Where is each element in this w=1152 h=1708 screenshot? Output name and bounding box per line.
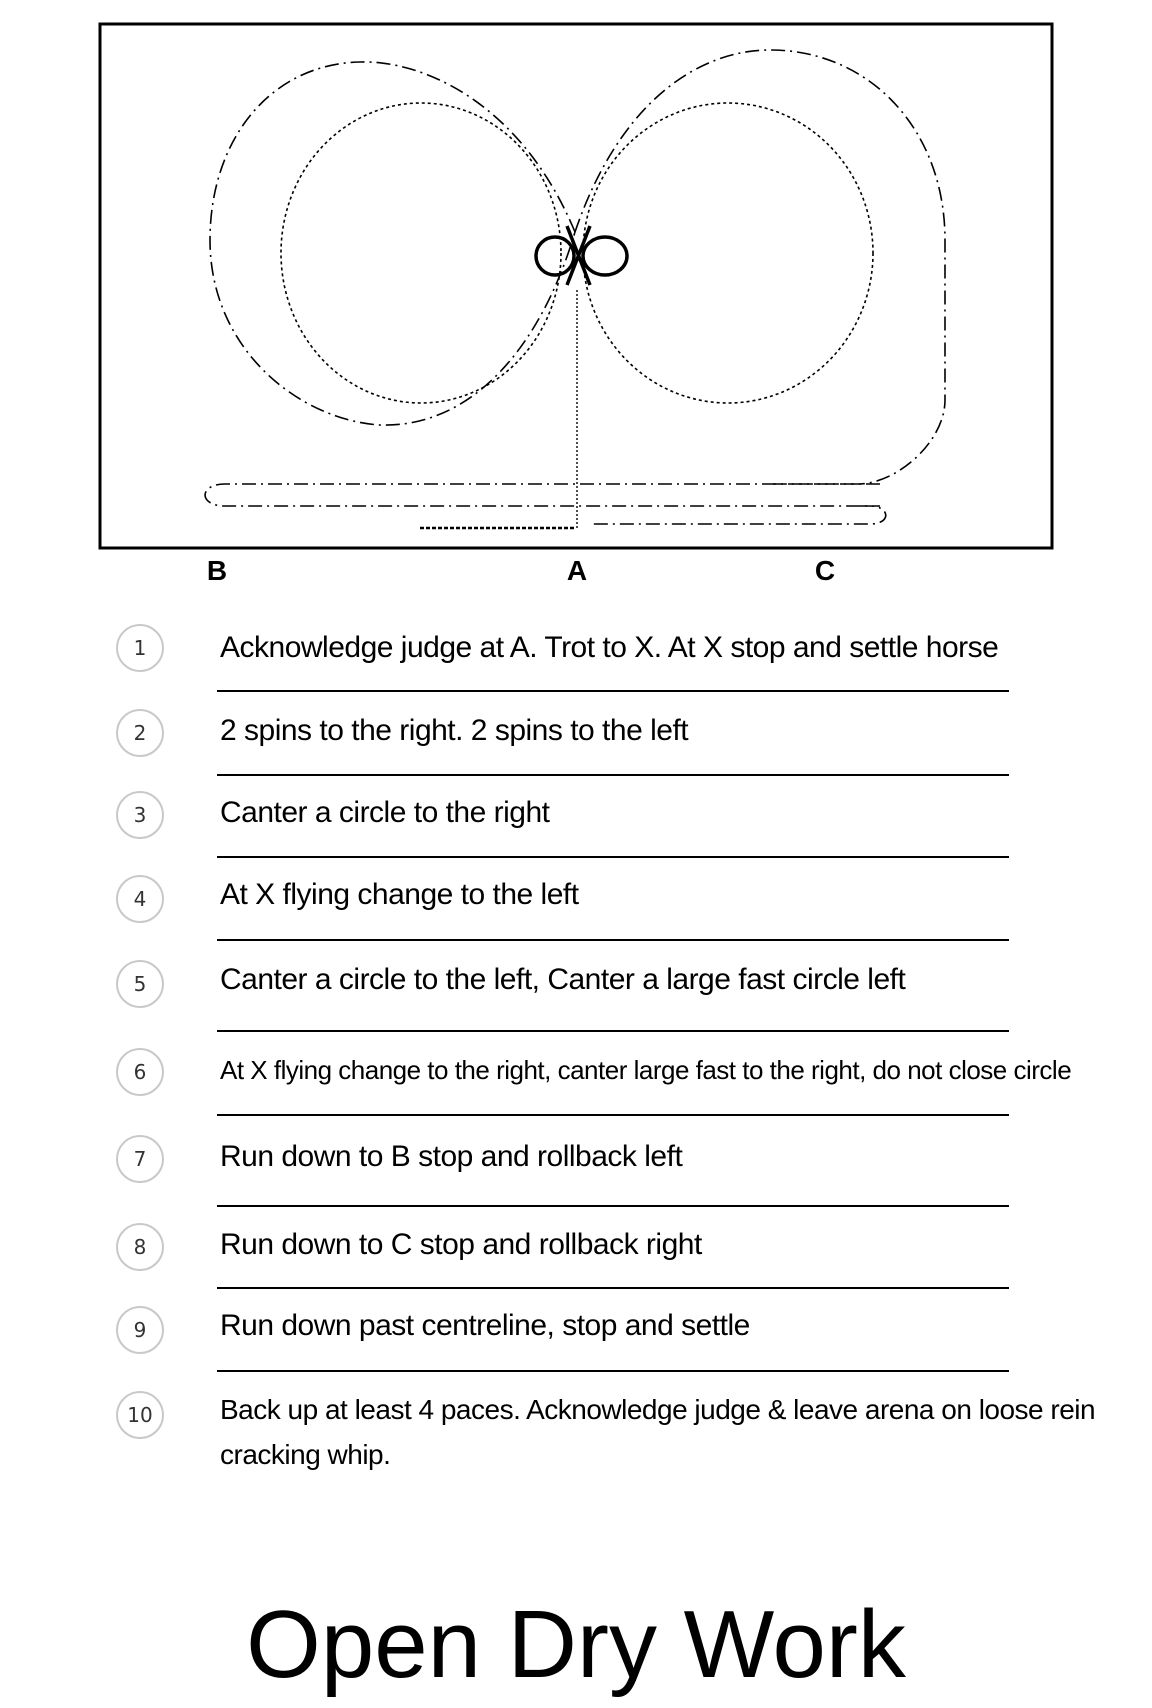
small-circle-left-path: [281, 103, 561, 403]
divider: [217, 939, 1009, 941]
step-text: Canter a circle to the left, Canter a large fast circle left: [220, 963, 906, 996]
step-text: Run down to B stop and rollback left: [220, 1140, 683, 1173]
marker-b: B: [206, 555, 228, 586]
divider: [217, 690, 1009, 692]
step-number-badge: 7: [116, 1135, 164, 1183]
divider: [217, 1287, 1009, 1289]
step-number-badge: 6: [116, 1048, 164, 1096]
rundown-path-outer: [205, 484, 880, 506]
marker-a: A: [566, 555, 588, 586]
spin-left-icon: [536, 237, 574, 275]
large-circle-left-path: [210, 62, 575, 425]
divider: [217, 1370, 1009, 1372]
step-number-badge: 3: [116, 791, 164, 839]
step-number-badge: 9: [116, 1306, 164, 1354]
marker-c: C: [814, 555, 836, 586]
step-text: Run down to C stop and rollback right: [220, 1228, 702, 1261]
page-title: Open Dry Work: [246, 1591, 906, 1698]
divider: [217, 774, 1009, 776]
large-circle-right-path: [575, 50, 945, 484]
arena-pattern-diagram: [0, 0, 1152, 600]
divider: [217, 1205, 1009, 1207]
divider: [217, 1030, 1009, 1032]
divider: [217, 856, 1009, 858]
step-text-continued: cracking whip.: [220, 1439, 391, 1470]
divider: [217, 1114, 1009, 1116]
step-text: 2 spins to the right. 2 spins to the left: [220, 714, 689, 747]
arena-border: [100, 24, 1052, 548]
step-text: Acknowledge judge at A. Trot to X. At X stop and settle horse: [220, 631, 999, 664]
step-number-badge: 8: [116, 1223, 164, 1271]
rollback-right-path: [590, 506, 886, 524]
step-number-badge: 4: [116, 875, 164, 923]
step-text: At X flying change to the right, canter large fast to the right, do not close circle: [220, 1055, 1072, 1085]
step-text: Run down past centreline, stop and settle: [220, 1309, 750, 1342]
step-text: Back up at least 4 paces. Acknowledge judge & leave arena on loose rein: [220, 1394, 1096, 1425]
spin-right-icon: [583, 237, 627, 275]
step-text: At X flying change to the left: [220, 878, 579, 911]
step-number-badge: 1: [116, 624, 164, 672]
step-number-badge: 2: [116, 709, 164, 757]
step-number-badge: 10: [116, 1391, 164, 1439]
step-text: Canter a circle to the right: [220, 796, 550, 829]
step-number-badge: 5: [116, 960, 164, 1008]
